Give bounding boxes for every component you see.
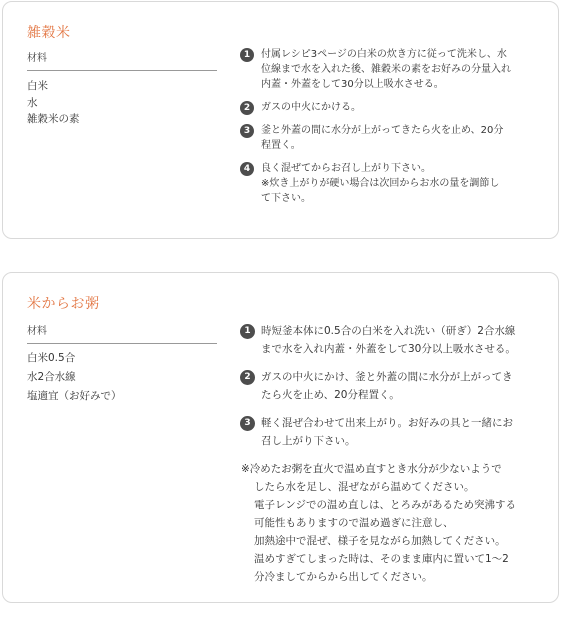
step-item <box>240 161 545 206</box>
recipe-card-zakkokumai <box>2 1 559 239</box>
step-text: 釜と外蓋の間に水分が上がってきたら火を止め、20分 <box>261 125 504 136</box>
step-item <box>240 368 545 404</box>
step-text: ガスの中火にかける。 <box>261 102 361 113</box>
step-text: ガスの中火にかけ、釜と外蓋の間に水分が上がってき <box>261 371 513 383</box>
step-text: 召し上がり下さい。 <box>261 435 356 447</box>
ingredients-list <box>27 349 122 406</box>
step-item <box>240 123 545 153</box>
note-line: 電子レンジでの温め直しは、とろみがあるため突沸する <box>254 499 516 511</box>
note-line: したら水を足し、混ぜながら温めてください。 <box>254 481 475 493</box>
step-item <box>240 414 545 450</box>
step-text: 程置く。 <box>261 140 301 151</box>
ingredients-header: 材料 <box>27 322 217 344</box>
ingredient-item: 水 <box>27 96 38 109</box>
steps-list <box>240 322 545 460</box>
ingredient-item: 白米 <box>27 80 48 92</box>
note-line: 分冷ましてからから出してください。 <box>254 571 433 583</box>
step-text: 位線まで水を入れた後、雑穀米の素をお好みの分量入れ <box>261 64 511 75</box>
steps-list <box>240 47 545 214</box>
step-number-badge: 2 <box>240 101 254 115</box>
recipe-card-okayu <box>2 272 559 603</box>
note-line: 可能性もありますので温め過ぎに注意し、 <box>254 517 454 529</box>
step-number-badge: 1 <box>240 324 255 339</box>
ingredients-list <box>27 78 80 128</box>
step-number-badge: 2 <box>240 370 255 385</box>
ingredient-item: 雑穀米の素 <box>27 113 80 125</box>
step-text: 軽く混ぜ合わせて出来上がり。お好みの具と一緒にお <box>261 417 513 429</box>
step-item <box>240 322 545 358</box>
ingredient-item: 塩適宜（お好みで） <box>27 390 122 402</box>
step-text: 時短釜本体に0.5合の白米を入れ洗い（研ぎ）2合水線 <box>261 325 516 337</box>
step-text: 良く混ぜてからお召し上がり下さい。 <box>261 163 431 174</box>
note-line: 温めすぎてしまった時は、そのまま庫内に置いて1～2 <box>254 553 509 565</box>
step-text: まで水を入れ内蓋・外蓋をして30分以上吸水させる。 <box>261 343 516 355</box>
recipe-title: 雑穀米 <box>27 25 71 41</box>
note-line: ※冷めたお粥を直火で温め直すとき水分が少ないようで <box>241 463 502 475</box>
ingredient-item: 白米0.5合 <box>27 352 76 364</box>
note-line: 加熱途中で混ぜ、様子を見ながら加熱してください。 <box>254 535 506 547</box>
recipe-title: 米からお粥 <box>27 296 100 312</box>
step-item <box>240 47 545 92</box>
step-text: 内蓋・外蓋をして30分以上吸水させる。 <box>261 79 444 90</box>
step-number-badge: 4 <box>240 162 254 176</box>
ingredients-header: 材料 <box>27 49 217 71</box>
step-text: 付属レシピ3ページの白米の炊き方に従って洗米し、水 <box>261 49 507 60</box>
step-number-badge: 3 <box>240 124 254 138</box>
step-number-badge: 3 <box>240 416 255 431</box>
step-number-badge: 1 <box>240 48 254 62</box>
step-text: て下さい。 <box>261 193 311 204</box>
step-text: たら火を止め、20分程置く。 <box>261 389 400 401</box>
step-text: ※炊き上がりが硬い場合は次回からお水の量を調節し <box>261 178 500 189</box>
ingredient-item: 水2合水線 <box>27 371 76 383</box>
reheating-note <box>241 460 551 586</box>
step-item <box>240 100 545 115</box>
